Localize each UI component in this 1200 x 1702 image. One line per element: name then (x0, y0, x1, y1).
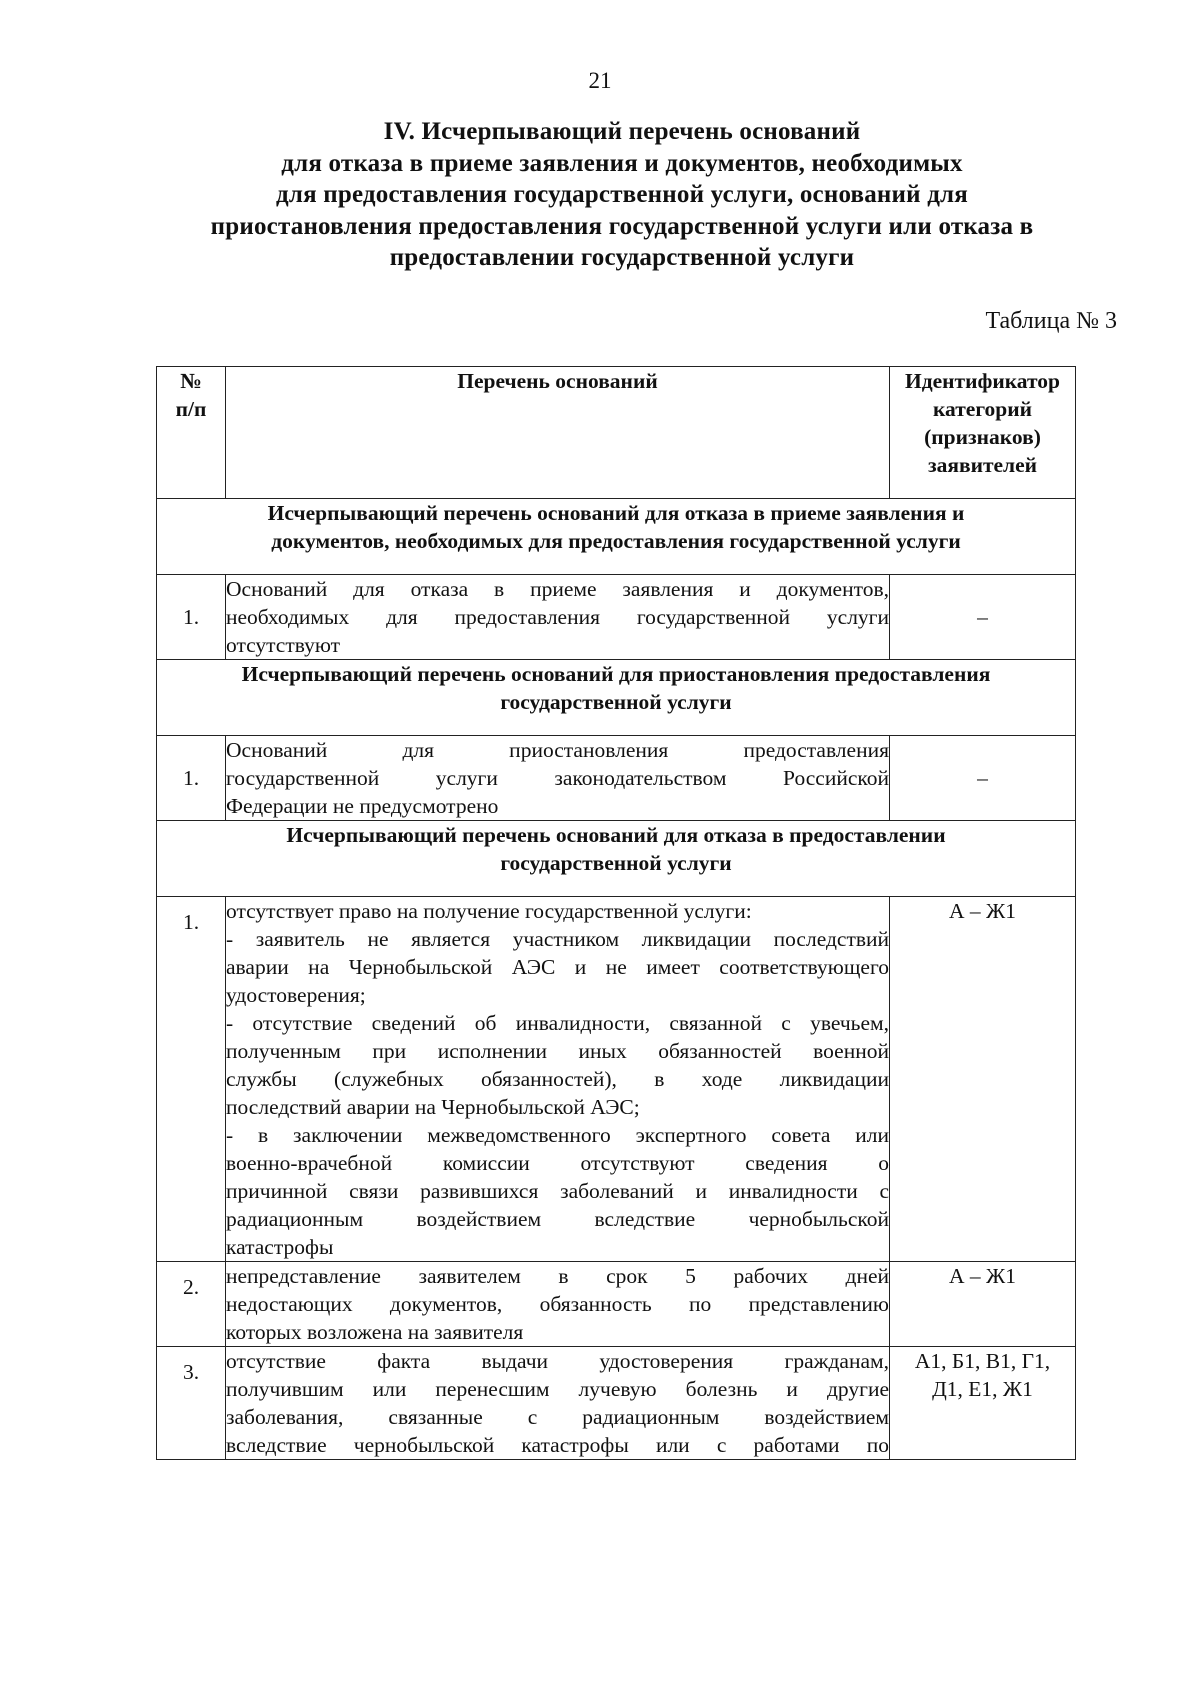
row-text-line: причинной связи развившихся заболеваний и инвалидности с (226, 1179, 889, 1203)
grounds-table (156, 366, 1076, 1460)
row-ident-line: А – Ж1 (948, 899, 1017, 923)
row-text-line: полученным при исполнении иных обязанностей военной (226, 1039, 889, 1063)
row-text-line: отсутствует право на получение государственной услуги: (226, 899, 752, 923)
page-number: 21 (588, 68, 612, 93)
row-number: 1. (157, 736, 226, 821)
table-label: Таблица № 3 (985, 308, 1117, 334)
group-title-line: Исчерпывающий перечень оснований для приостановления предоставления (241, 662, 991, 686)
header-num-line: п/п (175, 397, 207, 421)
row-text-line: отсутствуют (226, 633, 341, 657)
row-ident-line: А – Ж1 (948, 1264, 1017, 1288)
header-ident (890, 367, 1076, 499)
table-header-row (157, 367, 1076, 499)
header-ident-line: Идентификатор (905, 369, 1060, 393)
row-text-line: которых возложена на заявителя (226, 1320, 524, 1344)
row-text-line: отсутствие факта выдачи удостоверения гражданам, (226, 1349, 889, 1373)
group-title-line: Исчерпывающий перечень оснований для отказа в приеме заявления и (267, 501, 965, 525)
row-text (226, 1262, 890, 1347)
group-title-row (157, 499, 1076, 575)
row-text-line: - отсутствие сведений об инвалидности, связанной с увечьем, (226, 1011, 889, 1035)
section-heading (150, 116, 1094, 274)
heading-line: для отказа в приеме заявления и документов, необходимых (281, 149, 963, 177)
group-title-line: Исчерпывающий перечень оснований для отказа в предоставлении (286, 823, 946, 847)
row-text-line: военно-врачебной комиссии отсутствуют сведения о (226, 1151, 889, 1175)
row-text-line: службы (служебных обязанностей), в ходе ликвидации (226, 1067, 889, 1091)
row-text-line: непредставление заявителем в срок 5 рабочих дней (226, 1264, 889, 1288)
row-text-line: получившим или перенесшим лучевую болезнь и другие (226, 1377, 889, 1401)
group-title-line: государственной услуги (500, 690, 732, 714)
row-text-line: последствий аварии на Чернобыльской АЭС; (226, 1095, 640, 1119)
row-text-line: Оснований для приостановления предоставления (226, 738, 889, 762)
row-ident-line: Д1, Е1, Ж1 (932, 1377, 1033, 1401)
heading-line: предоставлении государственной услуги (389, 244, 855, 271)
group-title (157, 821, 1076, 897)
row-text-line: - в заключении межведомственного экспертного совета или (226, 1123, 889, 1147)
row-text-line: необходимых для предоставления государственной услуги (226, 605, 889, 629)
row-text-line: Оснований для отказа в приеме заявления и документов, (226, 577, 889, 601)
row-number: 1. (157, 897, 226, 1262)
row-ident (890, 1347, 1076, 1460)
header-ident-line: заявителей (927, 453, 1038, 477)
row-number: 3. (157, 1347, 226, 1460)
row-ident: – (890, 736, 1076, 821)
row-number: 2. (157, 1262, 226, 1347)
row-ident-line: А1, Б1, В1, Г1, (914, 1349, 1051, 1373)
group-title-row (157, 660, 1076, 736)
row-text (226, 736, 890, 821)
group-title (157, 660, 1076, 736)
row-ident (890, 897, 1076, 1262)
table-row (157, 1347, 1076, 1460)
row-text-line: удостоверения; (226, 983, 366, 1007)
row-text-line: Федерации не предусмотрено (226, 794, 499, 818)
group-title-row (157, 821, 1076, 897)
row-text-line: аварии на Чернобыльской АЭС и не имеет соответствующего (226, 955, 889, 979)
header-ident-line: категорий (932, 397, 1033, 421)
row-text-line: вследствие чернобыльской катастрофы или с работами по (226, 1433, 889, 1457)
heading-line: IV. Исчерпывающий перечень оснований (383, 118, 861, 145)
header-num (157, 367, 226, 499)
row-ident (890, 1262, 1076, 1347)
row-ident: – (890, 575, 1076, 660)
header-num-line: № (180, 369, 202, 393)
table-row (157, 575, 1076, 660)
table-row (157, 1262, 1076, 1347)
row-text (226, 897, 890, 1262)
heading-line: приостановления предоставления государственной услуги или отказа в (210, 212, 1034, 240)
row-text (226, 1347, 890, 1460)
row-text-line: радиационным воздействием вследствие чернобыльской (226, 1207, 889, 1231)
row-number: 1. (157, 575, 226, 660)
header-list: Перечень оснований (226, 367, 890, 499)
table-row (157, 736, 1076, 821)
row-text (226, 575, 890, 660)
row-text-line: недостающих документов, обязанность по представлению (226, 1292, 889, 1316)
group-title-line: документов, необходимых для предоставления государственной услуги (271, 529, 961, 553)
row-text-line: катастрофы (226, 1235, 334, 1259)
group-title-line: государственной услуги (500, 851, 732, 875)
group-title (157, 499, 1076, 575)
heading-line: для предоставления государственной услуги, оснований для (276, 181, 968, 208)
table-row (157, 897, 1076, 1262)
row-text-line: заболевания, связанные с радиационным воздействием (226, 1405, 889, 1429)
header-ident-line: (признаков) (924, 425, 1041, 449)
row-text-line: государственной услуги законодательством Российской (226, 766, 889, 790)
row-text-line: - заявитель не является участником ликвидации последствий (226, 927, 889, 951)
